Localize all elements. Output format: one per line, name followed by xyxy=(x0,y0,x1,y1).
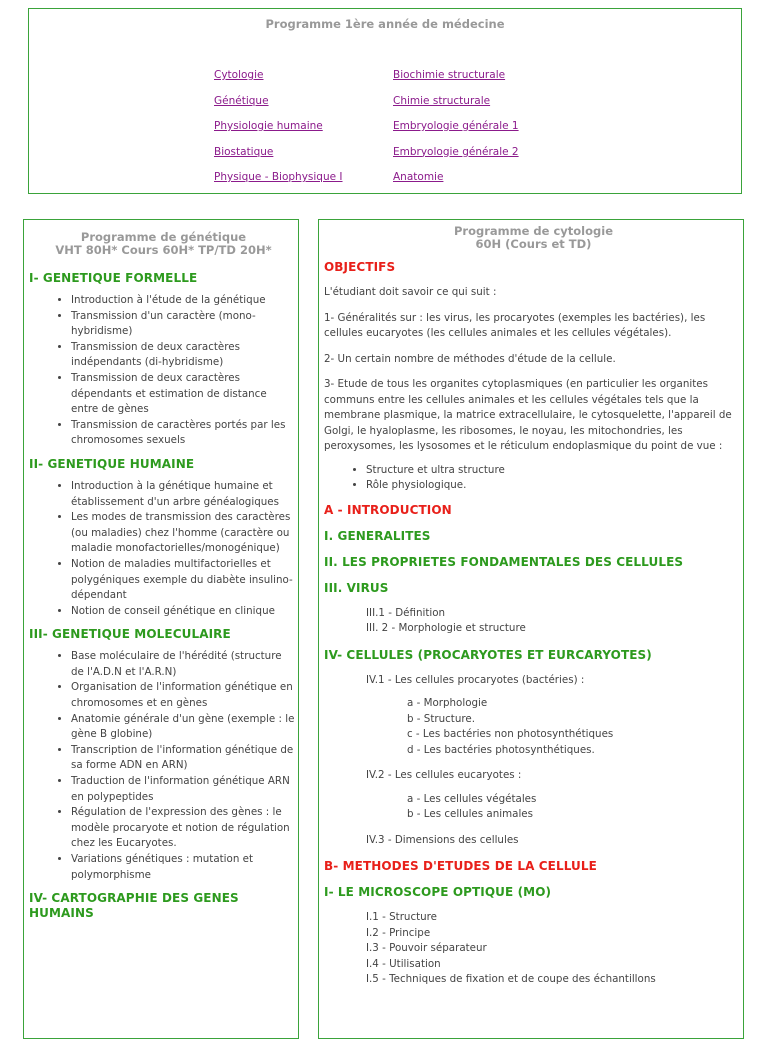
list-item: I.4 - Utilisation xyxy=(366,957,441,970)
section-heading: I- GENETIQUE FORMELLE xyxy=(29,271,198,285)
list-item: • Structure et ultra structure xyxy=(366,463,743,479)
section-heading: III. VIRUS xyxy=(324,580,389,595)
list-item: a - Morphologie xyxy=(407,697,488,709)
list-item xyxy=(214,95,343,121)
section-heading: IV- CARTOGRAPHIE DES GENES HUMAINS xyxy=(29,891,239,921)
objective-1: 1- Généralités sur : les virus, les procaryotes (exemples les bactéries), les cellules eucaryotes (les cellules animales et les cellules végétales). xyxy=(324,311,706,339)
list-item: • Traduction de l'information génétique ARN en polypeptides xyxy=(71,774,298,805)
section-list xyxy=(29,293,298,449)
genetique-title xyxy=(29,231,298,257)
list-item: III.1 - Définition xyxy=(366,606,446,619)
section-heading: II- GENETIQUE HUMAINE xyxy=(29,456,195,471)
link-chimie[interactable]: Chimie structurale xyxy=(393,94,491,107)
link-physiologie[interactable]: Physiologie humaine xyxy=(214,120,323,132)
objective-3: 3- Etude de tous les organites cytoplasmiques (en particulier les organites communs entre les cellules animales et les cellules végétales tels que la membrane plasmique, la matrice extracellulaire, le cytosquelette, l'appareil de Golgi, le hyaloplasme, les ribosomes, le noyau, les mitochondries, les peroxysomes, les lysosomes et le réticulum endoplasmique du point de vue : xyxy=(324,378,732,452)
list-item: • Anatomie générale d'un gène (exemple : le gène B globine) xyxy=(71,712,298,743)
list-item: • Transmission de caractères portés par les chromosomes sexuels xyxy=(71,418,298,449)
list-item: • Transmission d'un caractère (mono-hybridisme) xyxy=(71,309,298,340)
list-item: I.1 - Structure xyxy=(366,911,438,923)
section-heading: A - INTRODUCTION xyxy=(324,502,452,517)
list-item xyxy=(214,146,343,172)
page-title: Programme 1ère année de médecine xyxy=(265,17,505,31)
objective-3-list xyxy=(324,463,743,494)
procaryotes-list xyxy=(324,696,743,758)
list-item: • Introduction à l'étude de la génétique xyxy=(71,293,298,309)
intro-text: L'étudiant doit savoir ce qui suit : xyxy=(324,286,497,298)
list-item: • Transmission de deux caractères dépendants et estimation de distance entre de gènes xyxy=(71,371,298,418)
program-index-box xyxy=(28,8,742,194)
cellules-list xyxy=(324,833,743,849)
links-right-column xyxy=(393,69,519,197)
section-heading: IV- CELLULES (PROCARYOTES ET EURCARYOTES) xyxy=(324,647,652,662)
link-embryologie-1[interactable]: Embryologie générale 1 xyxy=(393,120,519,132)
section-heading: III- GENETIQUE MOLECULAIRE xyxy=(29,627,231,642)
list-item: • Organisation de l'information génétique en chromosomes et en gènes xyxy=(71,680,298,711)
cellules-list xyxy=(324,673,743,689)
link-embryologie-2[interactable]: Embryologie générale 2 xyxy=(393,145,519,158)
link-genetique[interactable]: Génétique xyxy=(214,94,269,107)
list-item xyxy=(214,69,343,95)
list-item: • Introduction à la génétique humaine et établissement d'un arbre généalogiques xyxy=(71,479,298,510)
cytologie-title xyxy=(324,225,743,251)
list-item: • Notion de maladies multifactorielles et polygéniques exemple du diabète insulino-dépendant xyxy=(71,557,298,604)
list-item: a - Les cellules végétales xyxy=(407,792,537,805)
list-item: • Régulation de l'expression des gènes : le modèle procaryote et notion de régulation chez les Eucaryotes. xyxy=(71,805,298,852)
section-list xyxy=(29,649,298,883)
list-item xyxy=(393,69,519,95)
list-item xyxy=(393,95,519,121)
list-item xyxy=(393,120,519,146)
list-item: • Les modes de transmission des caractères (ou maladies) chez l'homme (caractère ou maladie monofactorielles/monogénique) xyxy=(71,510,298,557)
list-item: IV.2 - Les cellules eucaryotes : xyxy=(366,769,522,781)
genetique-program-box xyxy=(23,219,299,1039)
microscope-list xyxy=(324,910,743,988)
list-item: • Variations génétiques : mutation et polymorphisme xyxy=(71,852,298,883)
cytologie-program-box xyxy=(318,219,744,1039)
list-item: • Transmission de deux caractères indépendants (di-hybridisme) xyxy=(71,340,298,371)
list-item: I.3 - Pouvoir séparateur xyxy=(366,942,487,954)
section-heading: I. GENERALITES xyxy=(324,528,431,543)
section-heading: B- METHODES D'ETUDES DE LA CELLULE xyxy=(324,859,597,873)
list-item: III. 2 - Morphologie et structure xyxy=(366,622,526,634)
objectifs-heading: OBJECTIFS xyxy=(324,260,396,274)
eucaryotes-list xyxy=(324,792,743,823)
list-item xyxy=(214,171,343,197)
list-item: I.5 - Techniques de fixation et de coupe des échantillons xyxy=(366,973,656,985)
genetique-title-line1: Programme de génétique xyxy=(80,230,247,244)
section-list xyxy=(29,479,298,619)
cytologie-title-line2: 60H (Cours et TD) xyxy=(475,237,592,251)
link-biochimie[interactable]: Biochimie structurale xyxy=(393,69,506,81)
list-item: b - Structure. xyxy=(407,712,475,725)
cellules-list xyxy=(324,768,743,784)
list-item xyxy=(214,120,343,146)
list-item xyxy=(393,171,519,197)
links-left-column xyxy=(214,69,343,197)
list-item: • Base moléculaire de l'hérédité (structure de l'A.D.N et l'A.R.N) xyxy=(71,649,298,680)
section-heading: I- LE MICROSCOPE OPTIQUE (MO) xyxy=(324,885,552,899)
section-heading: II. LES PROPRIETES FONDAMENTALES DES CELLULES xyxy=(324,554,684,569)
objective-2: 2- Un certain nombre de méthodes d'étude de la cellule. xyxy=(324,352,616,365)
list-item: IV.3 - Dimensions des cellules xyxy=(366,833,519,846)
link-biostatique[interactable]: Biostatique xyxy=(214,145,274,158)
list-item: • Rôle physiologique. xyxy=(366,478,743,494)
list-item: b - Les cellules animales xyxy=(407,808,534,820)
link-physique[interactable]: Physique - Biophysique I xyxy=(214,171,343,183)
list-item: c - Les bactéries non photosynthétiques xyxy=(407,728,614,740)
list-item: • Notion de conseil génétique en clinique xyxy=(71,604,298,620)
cytologie-title-line1: Programme de cytologie xyxy=(454,224,613,238)
genetique-title-line2: VHT 80H* Cours 60H* TP/TD 20H* xyxy=(55,243,272,257)
list-item: IV.1 - Les cellules procaryotes (bactéries) : xyxy=(366,673,585,686)
list-item xyxy=(393,146,519,172)
list-item: d - Les bactéries photosynthétiques. xyxy=(407,743,595,756)
list-item: • Transcription de l'information génétique de sa forme ADN en ARN) xyxy=(71,743,298,774)
list-item: I.2 - Principe xyxy=(366,926,431,939)
link-anatomie[interactable]: Anatomie xyxy=(393,171,444,183)
link-cytologie[interactable]: Cytologie xyxy=(214,69,264,81)
virus-list xyxy=(324,606,743,637)
